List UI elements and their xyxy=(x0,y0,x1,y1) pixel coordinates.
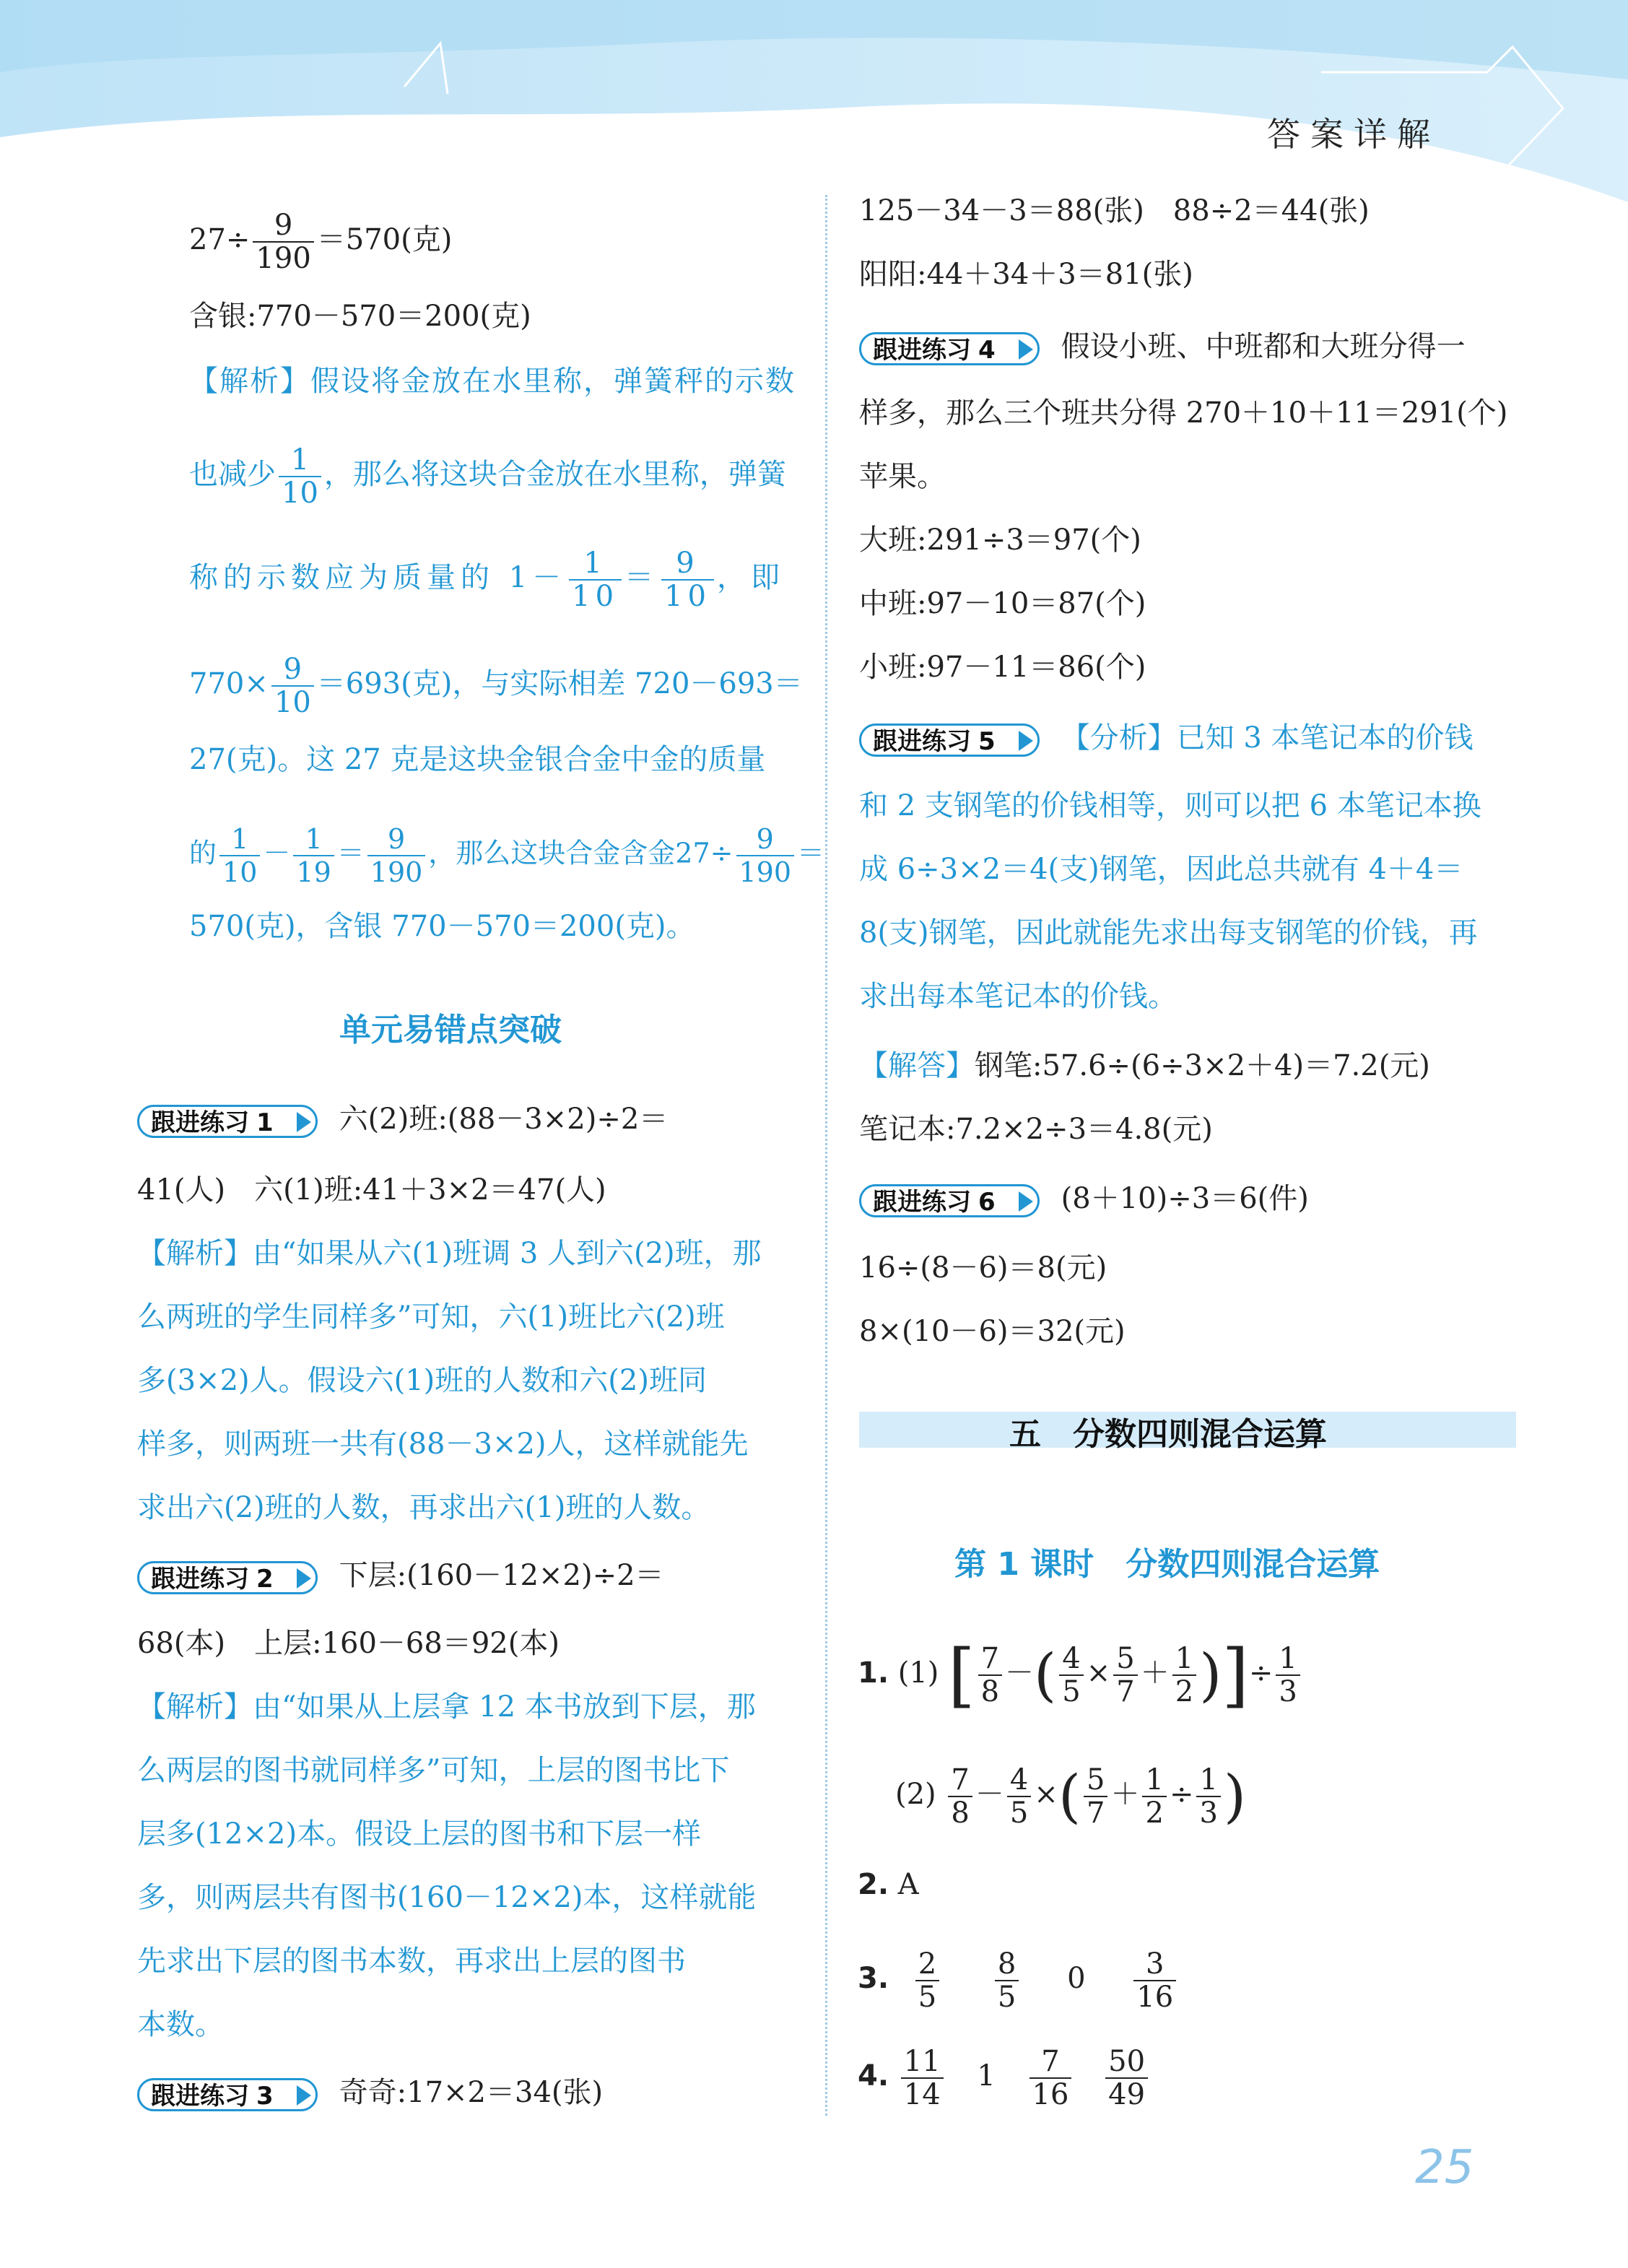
practice-1-analysis-5: 求出六(2)班的人数，再求出六(1)班的人数。 xyxy=(137,1491,710,1524)
practice-6-line-3: 8×(10－6)＝32(元) xyxy=(859,1315,1126,1348)
question-3: 3. $\frac{2}{5}$ $\frac{8}{5}$ 0 $\frac{3}{16}$ xyxy=(858,1942,1179,2015)
practice-2-analysis-3: 层多(12×2)本。假设上层的图书和下层一样 xyxy=(137,1817,702,1851)
page-number: 25 xyxy=(1415,2141,1474,2194)
practice-tag-1: 跟进练习 1 xyxy=(137,1105,318,1138)
left-analysis-5: 27(克)。这 27 克是这块金银合金中金的质量 xyxy=(189,743,766,776)
practice-5-analysis-4: 求出每本笔记本的价钱。 xyxy=(859,980,1177,1013)
practice-2-analysis-4: 多，则两层共有图书(160－12×2)本，这样就能 xyxy=(137,1881,757,1914)
header-title: 答案详解 xyxy=(1267,115,1440,154)
right-line-1: 125－34－3＝88(张) 88÷2＝44(张) xyxy=(859,194,1370,227)
left-analysis-6: 的 $\frac{1}{10}$ － $\frac{1}{19}$ ＝ $\frac{9}{190}$ ，那么这块合金含金27÷ $\frac{9}{190}$ ＝ xyxy=(189,823,825,888)
practice-5-analysis-3: 8(支)钢笔，因此就能先求出每支钢笔的价钱，再 xyxy=(859,916,1478,950)
left-analysis-7: 570(克)，含银 770－570＝200(克)。 xyxy=(189,910,695,943)
question-1-part-2: (2) $\frac{7}{8}$ － $\frac{4}{5}$ ×( $\frac{5}{7}$ ＋ $\frac{1}{2}$ ÷ $\frac{1}{3}$ ) xyxy=(895,1763,1247,1830)
practice-1-analysis-1: 【解析】由“如果从六(1)班调 3 人到六(2)班，那 xyxy=(137,1237,762,1270)
question-4: 4. $\frac{11}{14}$ 1 $\frac{7}{16}$ $\frac{50}{49}$ xyxy=(858,2040,1151,2112)
practice-6: 跟进练习 6 (8＋10)÷3＝6(件) xyxy=(859,1177,1309,1220)
practice-2: 跟进练习 2 下层:(160－12×2)÷2＝ xyxy=(137,1554,664,1597)
left-analysis-3: 称的示数应为质量的 1－ $\frac{1}{10}$ ＝ $\frac{9}{10}$ ，即 xyxy=(189,547,785,613)
practice-5-analysis-2: 成 6÷3×2＝4(支)钢笔，因此总共就有 4＋4＝ xyxy=(859,853,1463,886)
practice-2-answer: 68(本) 上层:160－68＝92(本) xyxy=(137,1627,560,1660)
practice-2-analysis-6: 本数。 xyxy=(137,2008,224,2041)
practice-2-analysis-2: 么两层的图书就同样多”可知，上层的图书比下 xyxy=(137,1754,730,1787)
left-analysis-1: 【解析】假设将金放在水里称，弹簧秤的示数 xyxy=(189,365,796,398)
practice-2-analysis-1: 【解析】由“如果从上层拿 12 本书放到下层，那 xyxy=(137,1690,756,1724)
section-title-error-points: 单元易错点突破 xyxy=(339,1012,562,1048)
left-analysis-4: 770× $\frac{9}{10}$ ＝693(克)，与实际相差 720－693＝ xyxy=(189,653,803,719)
column-divider xyxy=(825,195,827,2116)
practice-5-solution-2: 笔记本:7.2×2÷3＝4.8(元) xyxy=(859,1113,1213,1146)
practice-4-line-4: 大班:291÷3＝97(个) xyxy=(859,523,1141,557)
practice-4-line-6: 小班:97－11＝86(个) xyxy=(859,651,1146,684)
right-line-2: 阳阳:44＋34＋3＝81(张) xyxy=(859,258,1193,291)
practice-1-answer: 41(人) 六(1)班:41＋3×2＝47(人) xyxy=(137,1173,606,1207)
practice-5-solution: 【解答】钢笔:57.6÷(6÷3×2＋4)＝7.2(元) xyxy=(859,1049,1430,1082)
practice-2-analysis-5: 先求出下层的图书本数，再求出上层的图书 xyxy=(137,1945,686,1978)
practice-1: 跟进练习 1 六(2)班:(88－3×2)÷2＝ xyxy=(137,1098,668,1141)
practice-3: 跟进练习 3 奇奇:17×2＝34(张) xyxy=(137,2071,603,2114)
practice-tag-5: 跟进练习 5 xyxy=(859,724,1040,757)
practice-4-line-3: 苹果。 xyxy=(859,460,946,493)
practice-4: 跟进练习 4 假设小班、中班都和大班分得一 xyxy=(859,325,1466,368)
practice-tag-4: 跟进练习 4 xyxy=(859,332,1040,365)
question-1-part-1: 1. (1) [ $\frac{7}{8}$ －( $\frac{4}{5}$ × $\frac{5}{7}$ ＋ $\frac{1}{2}$ )]÷ $\frac{1}{3}$ xyxy=(858,1633,1303,1715)
lesson-title: 第 1 课时 分数四则混合运算 xyxy=(954,1546,1380,1583)
practice-5-analysis-1: 和 2 支钢笔的价钱相等，则可以把 6 本笔记本换 xyxy=(859,789,1481,822)
practice-1-analysis-3: 多(3×2)人。假设六(1)班的人数和六(2)班同 xyxy=(137,1364,707,1397)
left-analysis-2: 也减少 $\frac{1}{10}$ ，那么将这块合金放在水里称，弹簧 xyxy=(189,443,786,510)
practice-tag-2: 跟进练习 2 xyxy=(137,1561,318,1594)
left-line-1: 27÷ $\frac{9}{190}$ ＝570(克) xyxy=(189,209,453,275)
practice-4-line-2: 样多，那么三个班共分得 270＋10＋11＝291(个) xyxy=(859,396,1508,430)
practice-4-line-5: 中班:97－10＝87(个) xyxy=(859,587,1146,620)
practice-tag-6: 跟进练习 6 xyxy=(859,1184,1040,1217)
practice-5: 跟进练习 5 【分析】已知 3 本笔记本的价钱 xyxy=(859,716,1474,760)
question-2: 2. A xyxy=(858,1868,919,1901)
practice-1-analysis-4: 样多，则两班一共有(88－3×2)人，这样就能先 xyxy=(137,1428,749,1461)
chapter-title: 五 分数四则混合运算 xyxy=(1009,1416,1327,1453)
practice-tag-3: 跟进练习 3 xyxy=(137,2078,318,2111)
left-line-2: 含银:770－570＝200(克) xyxy=(189,300,531,333)
practice-6-line-2: 16÷(8－6)＝8(元) xyxy=(859,1251,1107,1285)
practice-1-analysis-2: 么两班的学生同样多”可知，六(1)班比六(2)班 xyxy=(137,1300,725,1334)
